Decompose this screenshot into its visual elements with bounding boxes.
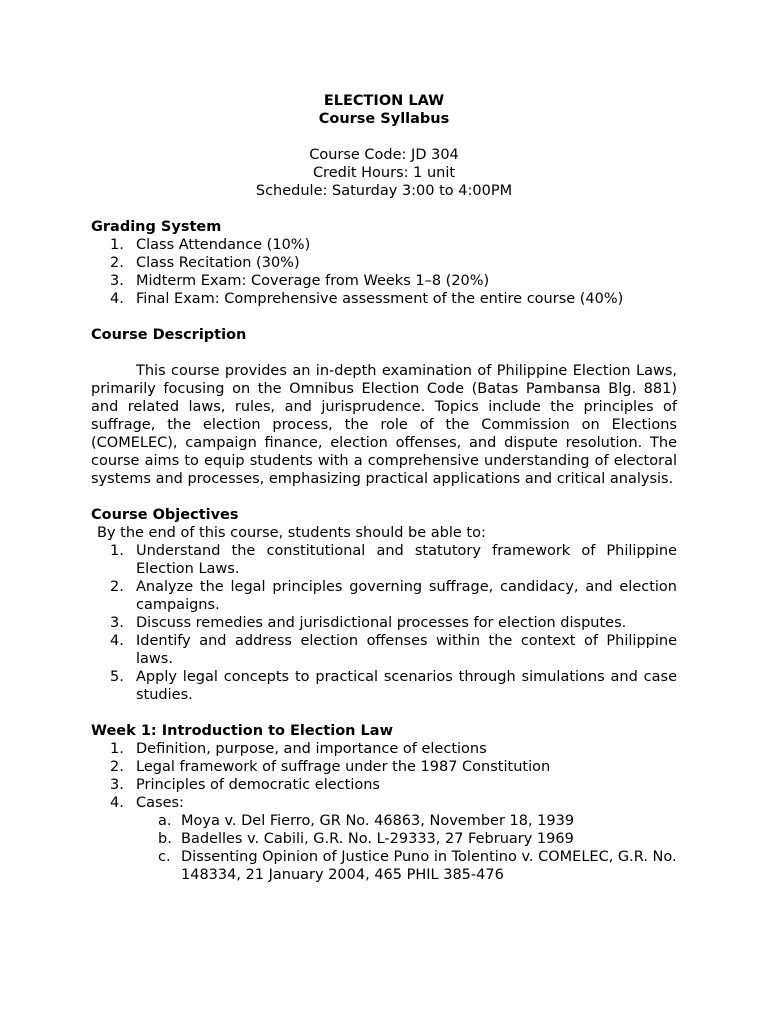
description-heading: Course Description [91,327,247,343]
list-item: 2. Legal framework of suffrage under the 1987 Constitution [110,759,551,775]
list-marker: 3. [110,777,124,793]
document-subtitle: Course Syllabus [318,111,450,127]
description-section [91,326,677,488]
grading-section [91,218,677,308]
cases-list [136,812,677,884]
week1-heading: Week 1: Introduction to Election Law [91,723,393,739]
schedule: Schedule: Saturday 3:00 to 4:00PM [255,183,513,199]
objectives-list [91,542,677,704]
list-item: 2. Class Recitation (30%) [110,255,300,271]
list-marker: 1. [110,543,124,559]
week1-section [91,722,677,884]
list-marker: 3. [110,615,124,631]
list-item: 4. Identify and address election offenses within the context of Philippine laws. [110,633,677,667]
list-marker: 2. [110,759,124,775]
list-marker: b. [158,831,172,847]
case-item: b. Badelles v. Cabili, G.R. No. L-29333, 27 February 1969 [158,831,574,847]
list-item: 4. Cases: a. Moya v. Del Fierro, GR No. 46863, November 18, 1939 b. Badelles v. Cabili, G.R. No. L-29333, 27 February 1969 c. Dissenting Opinion of Justice Puno in Tolentino v. COMELEC, G.R. No. 148334, 21 January 2004, 465 PHIL 385-476 [110,795,677,883]
list-marker: 2. [110,255,124,271]
list-item: 5. Apply legal concepts to practical scenarios through simulations and case studies. [110,669,677,703]
list-item: 3. Principles of democratic elections [110,777,380,793]
list-marker: 4. [110,633,124,649]
description-text: This course provides an in-depth examination of Philippine Election Laws, primarily focusing on the Omnibus Election Code (Batas Pambansa Blg. 881) and related laws, rules, and jurisprudence. Topics include the principles of suffrage, the election process, the role of the Commission on Elections (COMELEC), campaign finance, election offenses, and dispute resolution. The course aims to equip students with a comprehensive understanding of electoral systems and processes, emphasizing practical applications and critical analysis. [91,363,677,487]
list-item: 4. Final Exam: Comprehensive assessment of the entire course (40%) [110,291,624,307]
list-marker: 4. [110,291,124,307]
case-item: c. Dissenting Opinion of Justice Puno in Tolentino v. COMELEC, G.R. No. 148334, 21 January 2004, 465 PHIL 385-476 [158,849,677,883]
list-item: 1. Class Attendance (10%) [110,237,311,253]
objectives-section [91,506,677,704]
list-item: 3. Discuss remedies and jurisdictional processes for election disputes. [110,615,627,631]
case-item: a. Moya v. Del Fierro, GR No. 46863, November 18, 1939 [158,813,575,829]
objectives-heading: Course Objectives [91,507,239,523]
list-marker: 1. [110,741,124,757]
list-item: 1. Definition, purpose, and importance of elections [110,741,487,757]
objectives-intro: By the end of this course, students should be able to: [97,525,486,541]
list-marker: 4. [110,795,124,811]
grading-heading: Grading System [91,219,222,235]
list-marker: 1. [110,237,124,253]
list-marker: c. [158,849,171,865]
list-marker: a. [158,813,172,829]
list-item: 1. Understand the constitutional and statutory framework of Philippine Election Laws. [110,543,677,577]
document-title: ELECTION LAW [323,93,445,109]
credit-hours: Credit Hours: 1 unit [312,165,456,181]
list-item: 2. Analyze the legal principles governing suffrage, candidacy, and election campaigns. [110,579,677,613]
week1-list [91,740,677,884]
title-block [91,92,677,128]
list-marker: 3. [110,273,124,289]
list-marker: 5. [110,669,124,685]
list-item: 3. Midterm Exam: Coverage from Weeks 1–8 (20%) [110,273,490,289]
course-info [91,146,677,200]
grading-list [91,236,677,308]
course-code: Course Code: JD 304 [309,147,459,163]
list-marker: 2. [110,579,124,595]
